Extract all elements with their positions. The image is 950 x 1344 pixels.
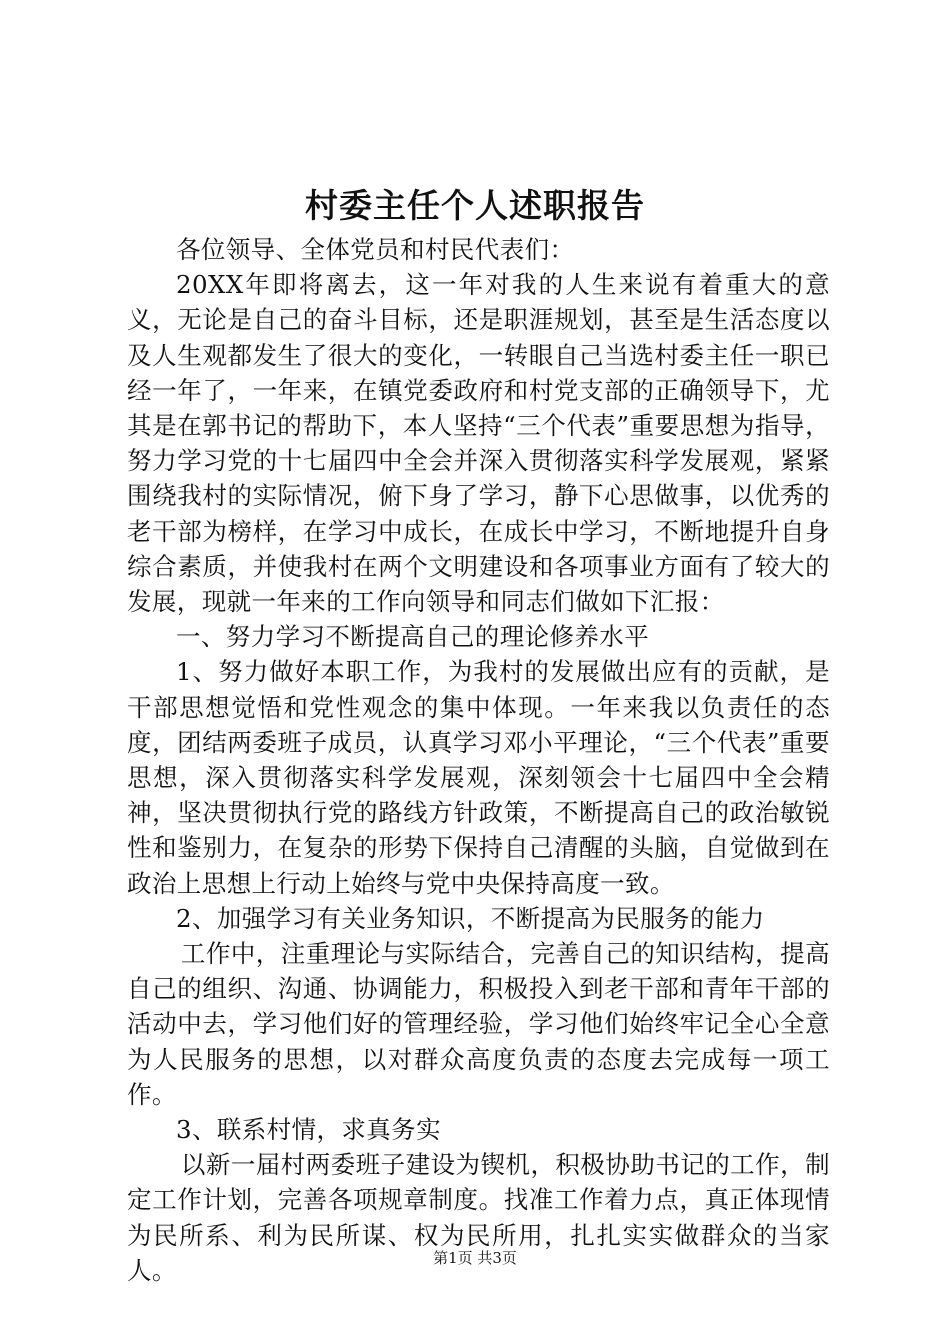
intro-paragraph: 20XX年即将离去，这一年对我的人生来说有着重大的意义，无论是自己的奋斗目标，还是职涯规划，甚至是生活态度以及人生观都发生了很大的变化，一转眼自己当选村委主任一职已经一年了，一年来，在镇党委政府和村党支部的正确领导下，尤其是在郭书记的帮助下，本人坚持“三个代表”重要思想为指导，努力学习党的十七届四中全会并深入贯彻落实科学发展观，紧紧围绕我村的实际情况，俯下身了学习，静下心思做事，以优秀的老干部为榜样，在学习中成长，在成长中学习，不断地提升自身综合素质，并使我村在两个文明建设和各项事业方面有了较大的发展，现就一年来的工作向领导和同志们做如下汇报： xyxy=(127,270,830,617)
salutation-paragraph: 各位领导、全体党员和村民代表们： xyxy=(176,235,575,264)
page-number-footer: 第1页 共3页 xyxy=(433,1249,517,1267)
subsection-heading-3: 3、联系村情，求真务实 xyxy=(176,1115,441,1145)
section-heading-1: 一、努力学习不断提高自己的理论修养水平 xyxy=(176,622,650,652)
document-title: 村委主任个人述职报告 xyxy=(305,186,645,225)
body-paragraph: 工作中，注重理论与实际结合，完善自己的知识结构，提高自己的组织、沟通、协调能力，积极投入到老干部和青年干部的活动中去，学习他们好的管理经验，学习他们始终牢记全心全意为人民服务的思想，以对群众高度负责的态度去完成每一项工作。 xyxy=(127,939,830,1109)
document-body xyxy=(127,232,830,1288)
body-paragraph: 1、努力做好本职工作，为我村的发展做出应有的贡献，是干部思想觉悟和党性观念的集中体现。一年来我以负责任的态度，团结两委班子成员，认真学习邓小平理论，“三个代表”重要思想，深入贯彻落实科学发展观，深刻领会十七届四中全会精神，坚决贯彻执行党的路线方针政策，不断提高自己的政治敏锐性和鉴别力，在复杂的形势下保持自己清醒的头脑，自觉做到在政治上思想上行动上始终与党中央保持高度一致。 xyxy=(127,657,830,898)
body-paragraph: 以新一届村两委班子建设为锲机，积极协助书记的工作，制定工作计划，完善各项规章制度。找准工作着力点，真正体现情为民所系、利为民所谋、权为民所用，扎扎实实做群众的当家人。 xyxy=(127,1150,830,1285)
subsection-heading-2: 2、加强学习有关业务知识，不断提高为民服务的能力 xyxy=(176,903,765,933)
